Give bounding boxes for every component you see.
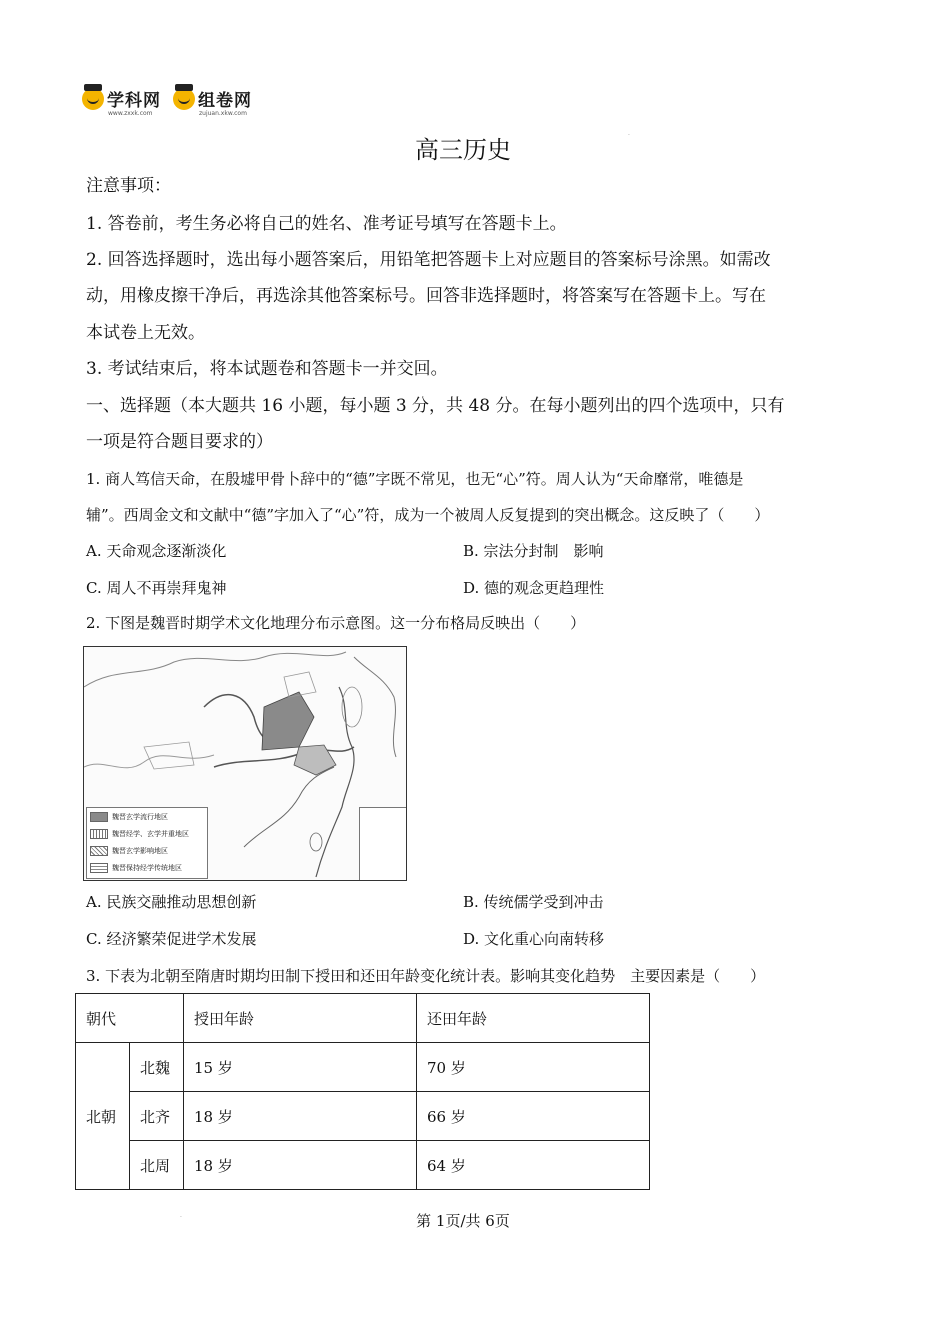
legend-swatch bbox=[90, 846, 108, 856]
table-group-cell: 北朝 bbox=[76, 1043, 130, 1190]
table-cell: 70 岁 bbox=[417, 1043, 650, 1092]
table-header-row bbox=[76, 994, 650, 1043]
question-3-text: 3. 下表为北朝至隋唐时期均田制下授田和还田年龄变化统计表。影响其变化趋势 主要因素是（ ） bbox=[86, 967, 766, 985]
legend-label: 魏晋玄学影响地区 bbox=[112, 846, 168, 855]
q2-option-d[interactable]: D. 文化重心向南转移 bbox=[463, 930, 605, 948]
legend-label: 魏晋保持经学传统地区 bbox=[112, 863, 182, 872]
legend-item bbox=[87, 825, 207, 842]
legend-label: 魏晋经学、玄学并重地区 bbox=[112, 829, 189, 838]
table-header-cell: 授田年龄 bbox=[184, 994, 417, 1043]
question-1-text: 1. 商人笃信天命，在殷墟甲骨卜辞中的“德”字既不常见，也无“心”符。周人认为“天命靡常，唯德是 bbox=[86, 470, 744, 488]
table-cell: 北齐 bbox=[130, 1092, 184, 1141]
table-cell: 64 岁 bbox=[417, 1141, 650, 1190]
q1-option-c[interactable]: C. 周人不再崇拜鬼神 bbox=[86, 579, 227, 597]
scan-dot: . bbox=[180, 1212, 182, 1219]
q1-option-d[interactable]: D. 德的观念更趋理性 bbox=[463, 579, 605, 597]
table-cell: 66 岁 bbox=[417, 1092, 650, 1141]
south-sea-inset bbox=[359, 807, 406, 880]
table-header-cell: 朝代 bbox=[76, 994, 184, 1043]
legend-swatch bbox=[90, 812, 108, 822]
legend-swatch bbox=[90, 863, 108, 873]
notice-line: 动，用橡皮擦干净后，再选涂其他答案标号。回答非选择题时，将答案写在答题卡上。写在 bbox=[86, 286, 766, 306]
legend-item bbox=[87, 859, 207, 876]
table-cell: 15 岁 bbox=[184, 1043, 417, 1092]
owl-logo-icon bbox=[173, 88, 195, 110]
notice-line: 3. 考试结束后，将本试题卷和答题卡一并交回。 bbox=[86, 359, 448, 379]
question-1-text: 辅”。西周金文和文献中“德”字加入了“心”符，成为一个被周人反复提到的突出概念。这反映了（ ） bbox=[86, 506, 770, 524]
question-2-text: 2. 下图是魏晋时期学术文化地理分布示意图。这一分布格局反映出（ ） bbox=[86, 614, 586, 632]
table-row bbox=[76, 1141, 650, 1190]
notice-line: 1. 答卷前，考生务必将自己的姓名、准考证号填写在答题卡上。 bbox=[86, 214, 567, 234]
q1-option-b[interactable]: B. 宗法分封制 影响 bbox=[463, 542, 604, 560]
logo-text: 学科网 bbox=[107, 91, 161, 111]
q2-option-b[interactable]: B. 传统儒学受到冲击 bbox=[463, 893, 604, 911]
xkw-logo bbox=[82, 86, 161, 117]
q1-option-a[interactable]: A. 天命观念逐渐淡化 bbox=[86, 542, 227, 560]
table-row bbox=[76, 1092, 650, 1141]
table-cell: 北魏 bbox=[130, 1043, 184, 1092]
zujuan-logo bbox=[173, 86, 252, 117]
logo-bar bbox=[82, 86, 252, 117]
legend-item bbox=[87, 842, 207, 859]
map-figure bbox=[83, 646, 407, 881]
table-header-cell: 还田年龄 bbox=[417, 994, 650, 1043]
legend-label: 魏晋玄学流行地区 bbox=[112, 812, 168, 821]
legend-swatch bbox=[90, 829, 108, 839]
land-age-table bbox=[75, 993, 650, 1190]
logo-text: 组卷网 bbox=[198, 91, 252, 111]
section-heading: 一、选择题（本大题共 16 小题，每小题 3 分，共 48 分。在每小题列出的四个选项中，只有 bbox=[86, 396, 785, 416]
notice-line: 本试卷上无效。 bbox=[86, 323, 205, 343]
q2-option-a[interactable]: A. 民族交融推动思想创新 bbox=[86, 893, 257, 911]
owl-logo-icon bbox=[82, 88, 104, 110]
table-cell: 18 岁 bbox=[184, 1141, 417, 1190]
map-legend bbox=[86, 807, 208, 879]
q2-option-c[interactable]: C. 经济繁荣促进学术发展 bbox=[86, 930, 257, 948]
table-row bbox=[76, 1043, 650, 1092]
scan-dot: . bbox=[628, 130, 630, 137]
page-title: 高三历史 bbox=[415, 136, 511, 164]
section-heading: 一项是符合题目要求的） bbox=[86, 432, 273, 452]
logo-url: zujuan.xkw.com bbox=[199, 110, 247, 117]
table-cell: 18 岁 bbox=[184, 1092, 417, 1141]
notice-heading: 注意事项： bbox=[86, 176, 171, 196]
notice-line: 2. 回答选择题时，选出每小题答案后，用铅笔把答题卡上对应题目的答案标号涂黑。如需改 bbox=[86, 250, 771, 270]
table-cell: 北周 bbox=[130, 1141, 184, 1190]
page-footer: 第 1页/共 6页 bbox=[416, 1212, 510, 1230]
legend-item bbox=[87, 808, 207, 825]
logo-url: www.zxxk.com bbox=[108, 110, 153, 117]
